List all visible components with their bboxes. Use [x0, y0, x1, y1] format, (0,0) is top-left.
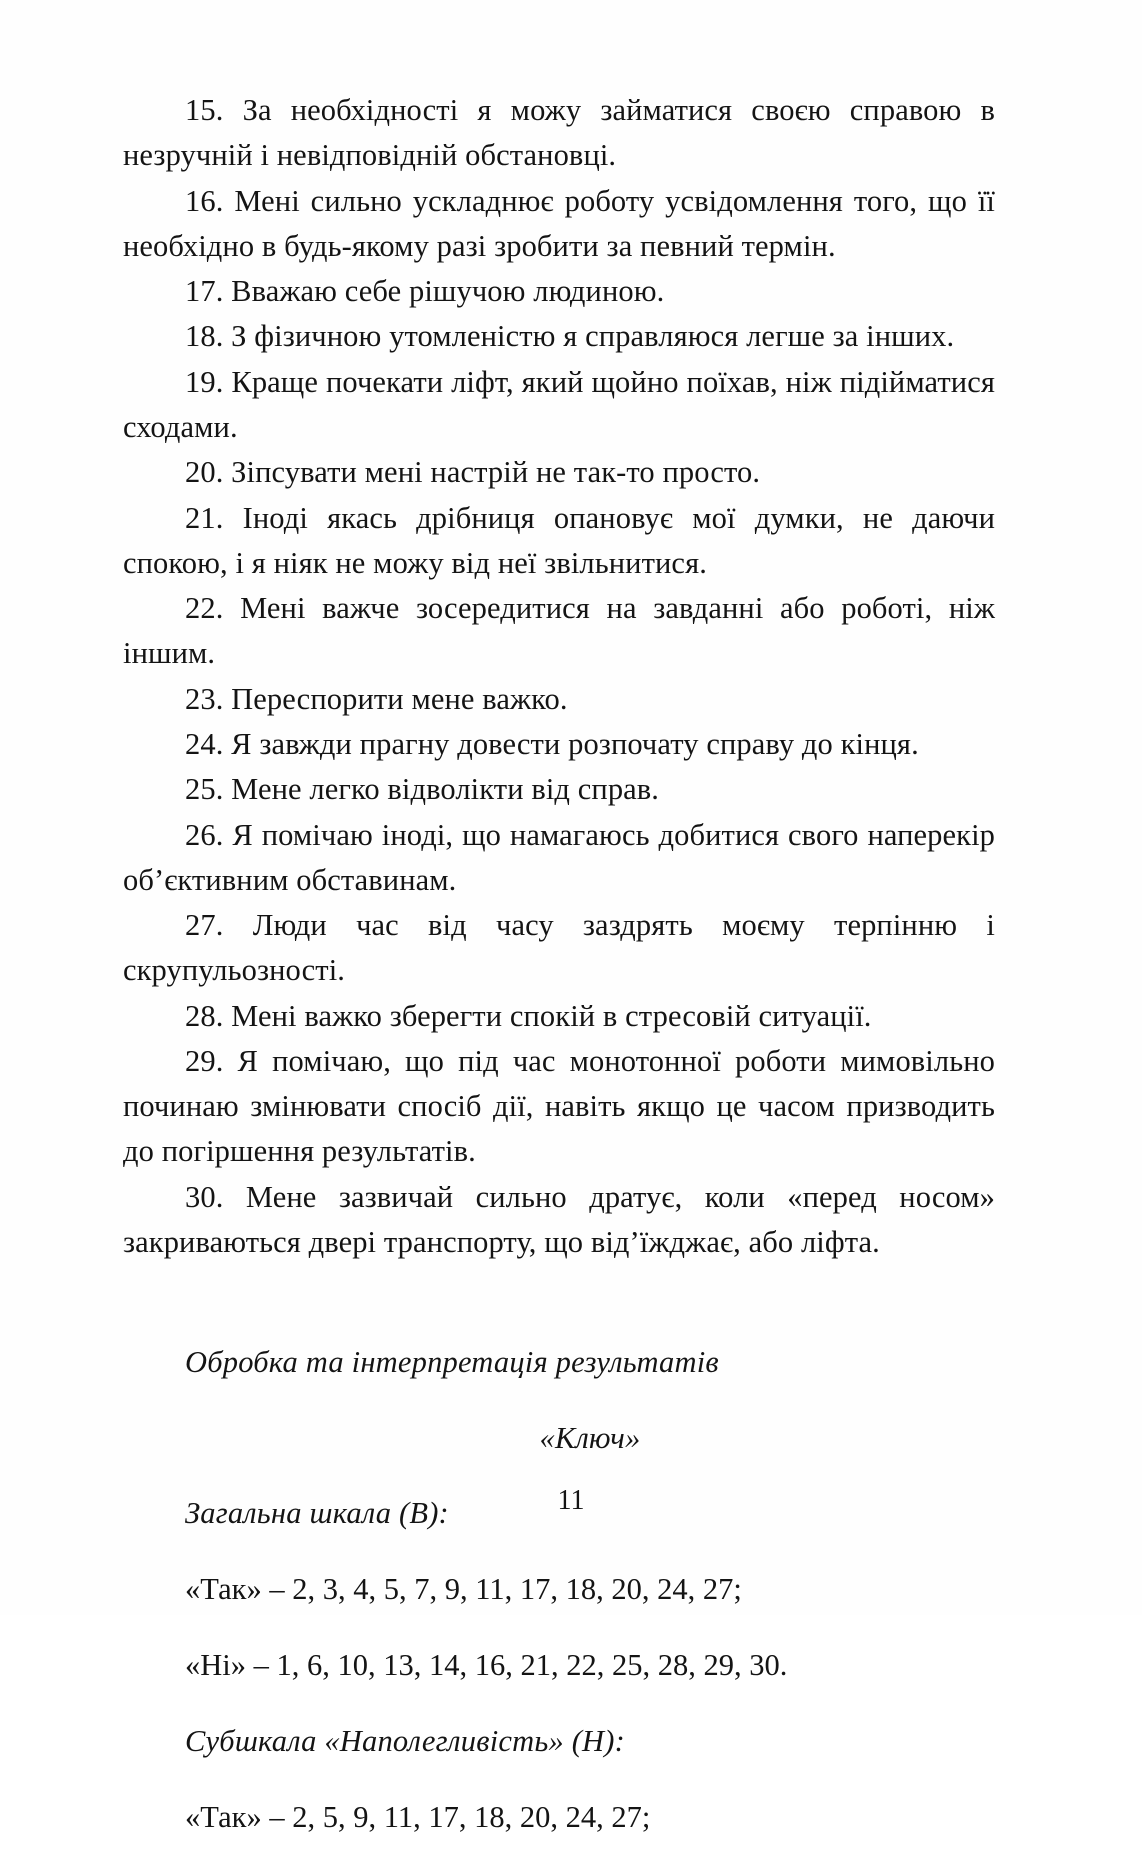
item-number: 28. [185, 998, 224, 1033]
item-text: Мені сильно ускладнює роботу усвідомлення того, що її необхідно в будь-якому разі зробити за певний термін. [123, 183, 995, 263]
questionnaire-item [123, 88, 995, 179]
questionnaire-item [123, 722, 995, 767]
general-scale-no: «Ні» – 1, 6, 10, 13, 14, 16, 21, 22, 25, 28, 29, 30. [185, 1647, 788, 1682]
item-text: Я помічаю іноді, що намагаюсь добитися свого наперекір об’єктивним обставинам. [123, 817, 995, 897]
page-number: 11 [557, 1485, 585, 1516]
item-text: З фізичною утомленістю я справляюся легше за інших. [231, 319, 955, 354]
item-number: 17. [185, 274, 224, 309]
item-text: Мене зазвичай сильно дратує, коли «перед носом» закриваються двері транспорту, що від’їжджає, або ліфта. [123, 1179, 995, 1260]
questionnaire-item [123, 450, 995, 495]
item-text: Люди час від часу заздрять моєму терпінню і скрупульозності. [123, 908, 995, 988]
results-section [123, 1340, 995, 1840]
questionnaire-item [123, 1175, 995, 1266]
questionnaire-item [123, 767, 995, 812]
item-number: 24. [185, 726, 224, 761]
item-text: Я помічаю, що під час монотонної роботи мимовільно починаю змінювати спосіб дії, навіть якщо це часом призводить до погіршення результатів. [123, 1043, 995, 1169]
item-number: 23. [185, 681, 224, 716]
item-number: 18. [185, 319, 224, 354]
questionnaire-item [123, 677, 995, 722]
item-number: 25. [185, 772, 224, 807]
item-text: Переспорити мене важко. [231, 681, 568, 716]
item-number: 29. [185, 1043, 224, 1078]
item-text: Краще почекати ліфт, який щойно поїхав, ніж підійматися сходами. [123, 364, 995, 444]
item-number: 27. [185, 908, 224, 943]
questionnaire-item [123, 903, 995, 994]
subscale-label: Субшкала «Наполегливість» (Н): [185, 1723, 625, 1758]
item-number: 22. [185, 591, 224, 626]
item-text: Мені важче зосередитися на завданні або роботі, ніж іншим. [123, 591, 996, 671]
section-gap [123, 1265, 995, 1309]
questionnaire-item [123, 496, 995, 587]
general-scale-label: Загальна шкала (В): [185, 1496, 449, 1531]
item-number: 26. [185, 817, 224, 852]
questionnaire-item [123, 269, 995, 314]
questionnaire-item [123, 994, 995, 1039]
key-title: «Ключ» [539, 1420, 641, 1455]
item-number: 19. [185, 364, 224, 399]
questionnaire-item [123, 314, 995, 359]
item-number: 16. [185, 183, 224, 218]
questionnaire-item [123, 1039, 995, 1175]
item-text: Я завжди прагну довести розпочату справу до кінця. [231, 726, 919, 761]
item-text: За необхідності я можу займатися своєю справою в незручній і невідповідній обстановці. [123, 93, 995, 173]
item-text: Вважаю себе рішучою людиною. [231, 274, 665, 309]
item-number: 30. [185, 1179, 224, 1214]
questionnaire-item [123, 360, 995, 451]
questionnaire-item [123, 586, 995, 677]
page-content [123, 88, 995, 1870]
subscale-yes: «Так» – 2, 5, 9, 11, 17, 18, 20, 24, 27; [185, 1799, 651, 1834]
item-text: Мене легко відволікти від справ. [231, 772, 660, 807]
questionnaire-item [123, 813, 995, 904]
item-text: Мені важко зберегти спокій в стресовій ситуації. [231, 998, 872, 1033]
item-number: 20. [185, 455, 224, 490]
item-text: Іноді якась дрібниця опановує мої думки, не даючи спокою, і я ніяк не можу від неї звільнитися. [123, 500, 995, 580]
item-number: 21. [185, 500, 224, 535]
results-heading: Обробка та інтерпретація результатів [185, 1344, 719, 1379]
item-number: 15. [185, 93, 224, 127]
general-scale-yes: «Так» – 2, 3, 4, 5, 7, 9, 11, 17, 18, 20, 24, 27; [185, 1572, 742, 1607]
questionnaire-item [123, 179, 995, 270]
item-text: Зіпсувати мені настрій не так-то просто. [231, 455, 761, 490]
